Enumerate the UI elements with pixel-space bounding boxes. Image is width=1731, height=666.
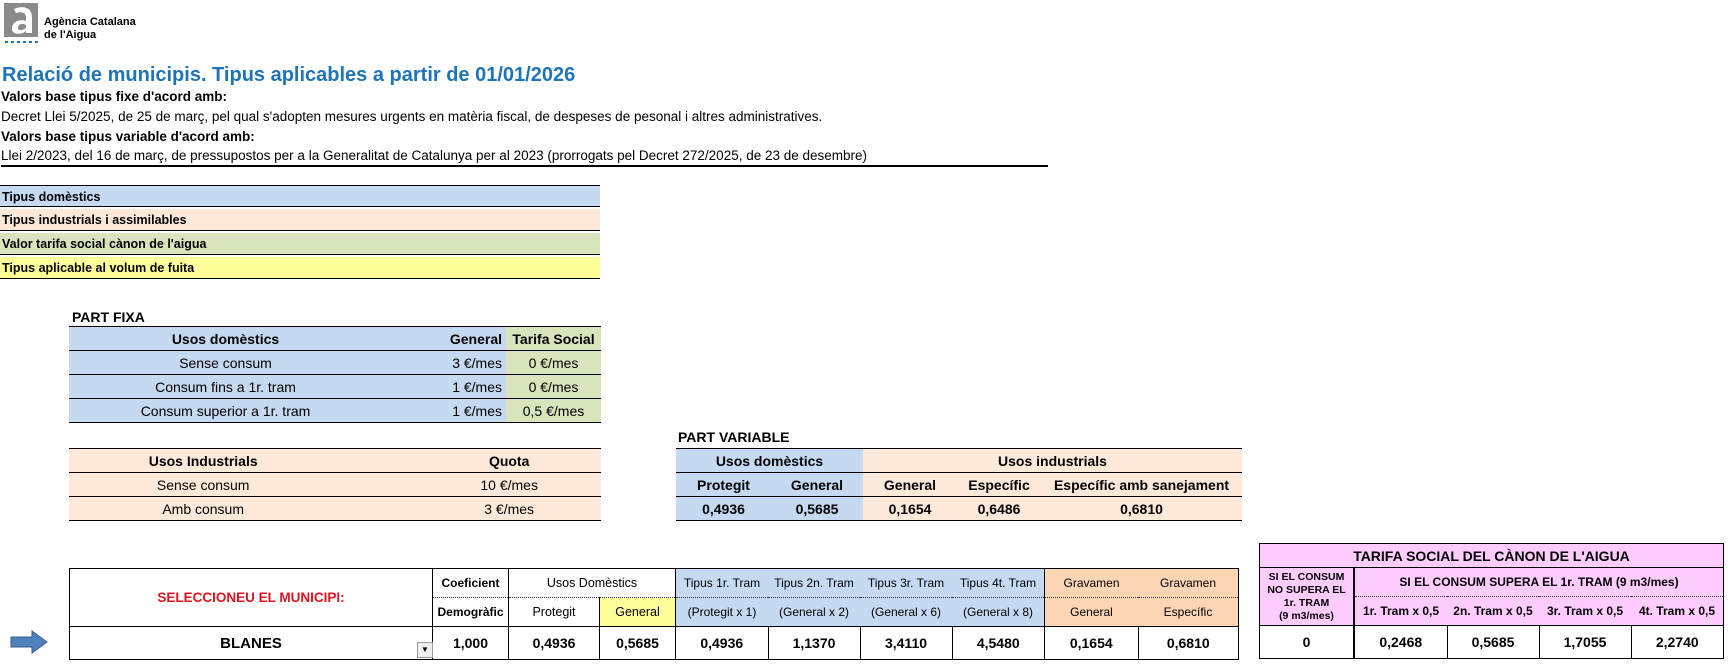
select-municipality-prompt: SELECCIONEU EL MUNICIPI: [70,569,433,627]
gravamen-especific-header: Gravamen [1138,569,1239,598]
pf-row-social: 0,5 €/mes [506,399,601,423]
tram4-value: 4,5480 [952,627,1045,660]
fixed-base-label: Valors base tipus fixe d'acord amb: [1,89,228,104]
ts-tram2-value: 0,5685 [1447,626,1539,659]
pv-header-sanejament: Específic amb sanejament [1041,473,1242,497]
no-supera-line-3: 1r. TRAM [1283,596,1330,609]
tarifa-social-title: TARIFA SOCIAL DEL CÀNON DE L'AIGUA [1260,544,1724,568]
pv-value-protegit: 0,4936 [676,497,771,521]
table-row [70,627,1239,660]
pf-row-label: Consum superior a 1r. tram [69,399,382,423]
ts-tram1-header: 1r. Tram x 0,5 [1354,597,1447,626]
tram3-value: 3,4110 [860,627,952,660]
general-header: General [600,598,676,627]
pf-row-general: 1 €/mes [382,375,506,399]
municipality-value: BLANES [220,634,282,652]
pf-header-usos: Usos domèstics [69,327,382,351]
pv-group-industrial: Usos industrials [863,449,1242,473]
pf-row-social: 0 €/mes [506,375,601,399]
ts-tram3-header: 3r. Tram x 0,5 [1539,597,1631,626]
pv-header-ind-general: General [863,473,957,497]
part-variable-label: PART VARIABLE [678,429,790,445]
tram1-value: 0,4936 [676,627,769,660]
protegit-value: 0,4936 [509,627,600,660]
tram2-subheader: (General x 2) [768,598,860,627]
aca-logo-icon [4,3,38,43]
variable-base-text: Llei 2/2023, del 16 de març, de pressupostos per a la Generalitat de Catalunya per al 2023 (prorrogats pel Decret 272/2025, de 23 de desembre) [1,148,868,163]
pf-row-label: Sense consum [69,351,382,375]
table-row [69,351,601,375]
general-value: 0,5685 [600,627,676,660]
municipality-selector-table [69,568,1239,660]
logo-line-1: Agència Catalana [44,16,136,28]
page-title: Relació de municipis. Tipus aplicables a partir de 01/01/2026 [2,64,576,86]
legend-leak-volume: Tipus aplicable al volum de fuita [0,257,600,279]
gravamen-general-value: 0,1654 [1045,627,1139,660]
legend-social-tariff: Valor tarifa social cànon de l'aigua [0,233,600,255]
tram4-header: Tipus 4t. Tram [952,569,1045,598]
coef-header-2: Demogràfic [433,598,509,627]
no-supera-line-1: SI EL CONSUM [1268,570,1345,583]
ui-row-label: Amb consum [69,497,337,521]
gravamen-especific-subheader: Específic [1138,598,1239,627]
ui-row-quota: 3 €/mes [337,497,601,521]
dropdown-arrow-icon[interactable]: ▼ [417,642,433,658]
logo-line-2: de l'Aigua [44,29,97,41]
pf-row-general: 3 €/mes [382,351,506,375]
no-supera-header [1260,568,1355,626]
part-variable-table [676,448,1242,521]
header-underline [1,165,1048,167]
ts-tram2-header: 2n. Tram x 0,5 [1447,597,1539,626]
ui-row-label: Sense consum [69,473,337,497]
ui-row-quota: 10 €/mes [337,473,601,497]
table-row [69,375,601,399]
table-row [676,497,1242,521]
legend-domestic: Tipus domèstics [0,185,600,207]
table-row [69,473,601,497]
pv-value-sanejament: 0,6810 [1041,497,1242,521]
ui-header-usos: Usos Industrials [69,449,337,473]
pv-value-ind-general: 0,1654 [863,497,957,521]
tram4-subheader: (General x 8) [952,598,1045,627]
legend-industrial: Tipus industrials i assimilables [0,209,600,231]
gravamen-general-subheader: General [1045,598,1139,627]
logo-text [44,16,136,42]
table-row [69,497,601,521]
tram1-subheader: (Protegit x 1) [676,598,769,627]
part-fixa-table [69,326,601,423]
fixed-base-text: Decret Llei 5/2025, de 25 de març, pel qual s'adopten mesures urgents en matèria fiscal, de despeses de pesonal i altres administratives. [1,109,823,124]
pv-header-protegit: Protegit [676,473,771,497]
pv-header-especific: Específic [957,473,1041,497]
pf-header-general: General [382,327,506,351]
part-fixa-label: PART FIXA [72,309,145,325]
pv-header-general: General [771,473,863,497]
usos-domestics-header: Usos Domèstics [509,569,676,598]
gravamen-especific-value: 0,6810 [1138,627,1239,660]
usos-industrials-table [69,448,601,521]
pv-group-domestic: Usos domèstics [676,449,863,473]
tram2-value: 1,1370 [768,627,860,660]
gravamen-general-header: Gravamen [1045,569,1139,598]
tram3-subheader: (General x 6) [860,598,952,627]
pf-row-general: 1 €/mes [382,399,506,423]
ts-tram4-value: 2,2740 [1655,634,1699,650]
no-supera-line-2: NO SUPERA EL [1267,583,1346,596]
pf-row-social: 0 €/mes [506,351,601,375]
ts-tram1-value: 0,2468 [1354,626,1447,659]
table-row [1260,626,1724,659]
municipality-select[interactable] [70,627,433,660]
table-row [69,399,601,423]
supera-header: SI EL CONSUM SUPERA EL 1r. TRAM (9 m3/mes) [1354,568,1724,597]
ts-tram4-header: 4t. Tram x 0,5 [1631,597,1724,626]
coef-value: 1,000 [433,627,509,660]
tram3-header: Tipus 3r. Tram [860,569,952,598]
tram1-header: Tipus 1r. Tram [676,569,769,598]
tram2-header: Tipus 2n. Tram [768,569,860,598]
coef-header-1: Coeficient [433,569,509,598]
ts-no-supera-value: 0 [1260,626,1355,659]
protegit-header: Protegit [532,605,576,619]
no-supera-line-4: (9 m3/mes) [1279,609,1334,622]
pf-header-social: Tarifa Social [506,327,601,351]
pv-value-general: 0,5685 [771,497,863,521]
pv-value-especific: 0,6486 [957,497,1041,521]
ui-header-quota: Quota [337,449,601,473]
arrow-right-icon [10,630,48,659]
variable-base-label: Valors base tipus variable d'acord amb: [1,129,255,144]
ts-tram3-value: 1,7055 [1539,626,1631,659]
tarifa-social-table [1259,543,1724,659]
pf-row-label: Consum fins a 1r. tram [69,375,382,399]
